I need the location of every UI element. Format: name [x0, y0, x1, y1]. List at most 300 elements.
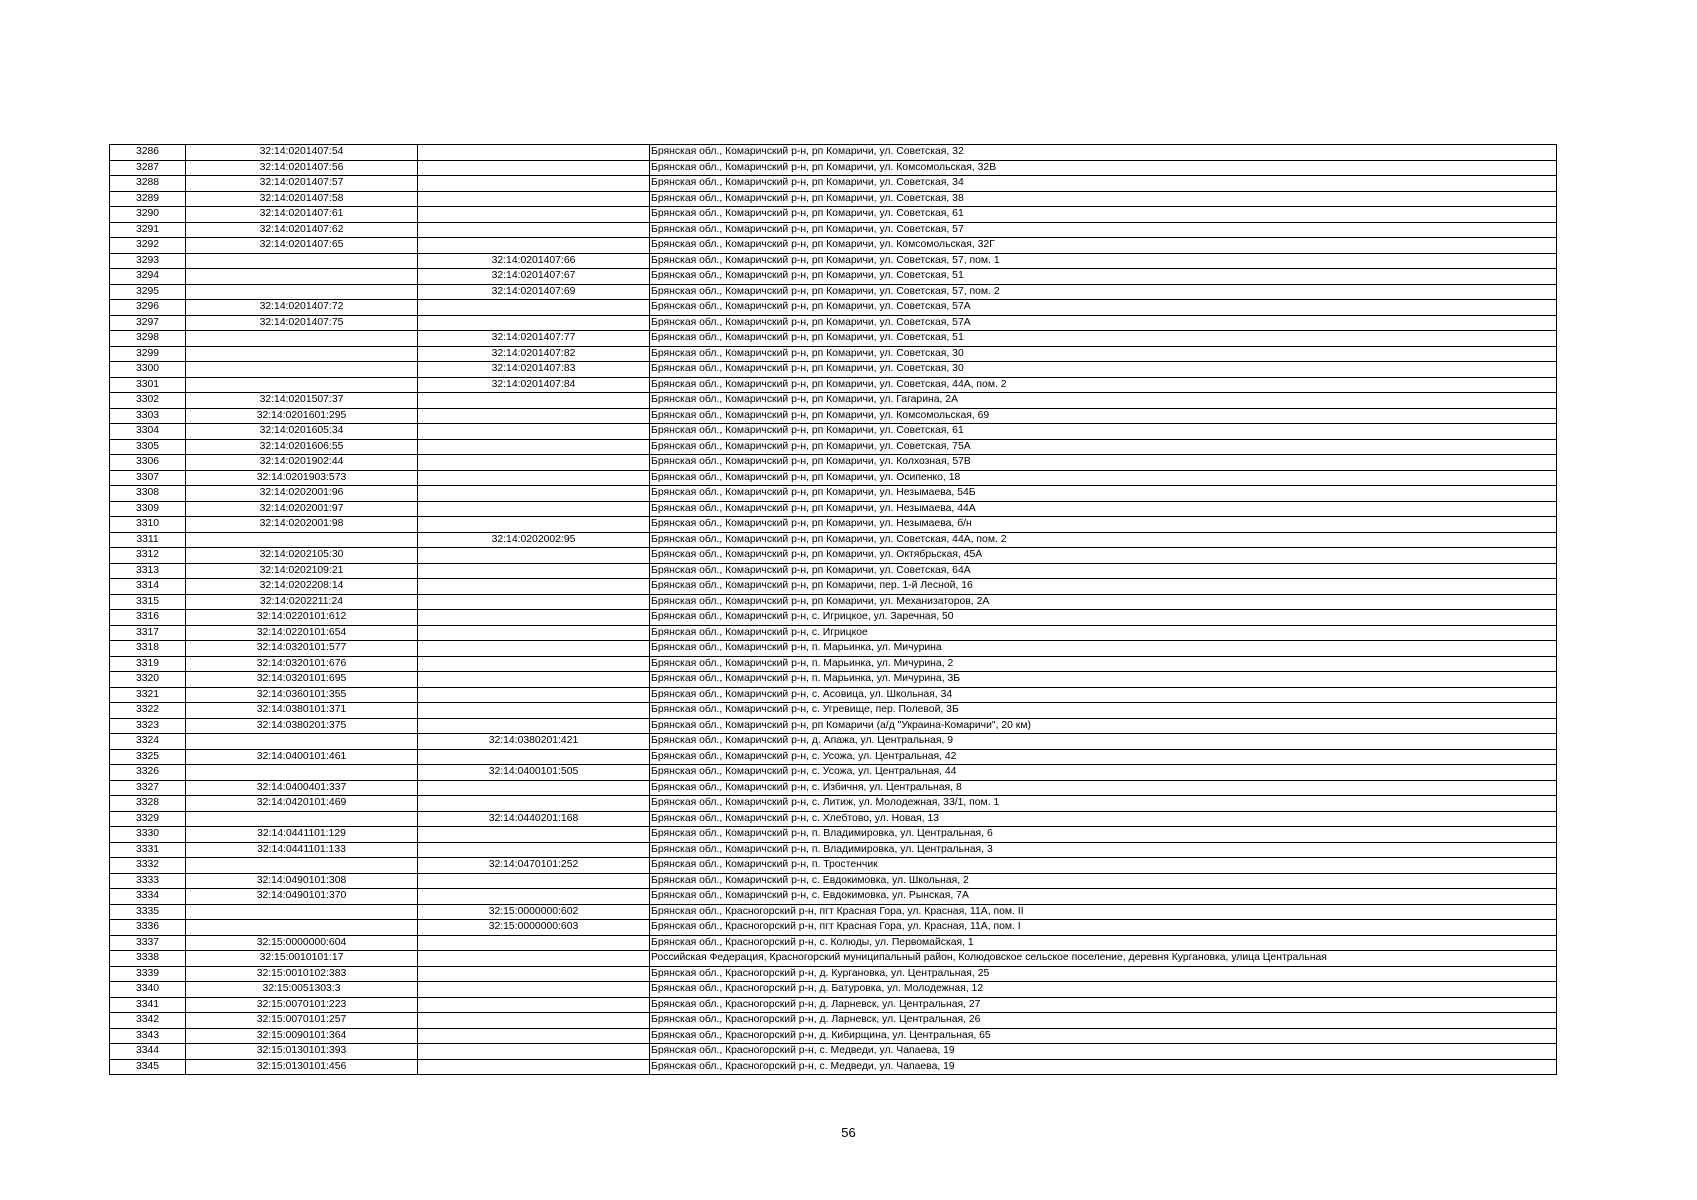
cadastral-number-cell [186, 269, 418, 285]
cadastral-number-secondary-cell [418, 749, 650, 765]
row-number-cell: 3307 [110, 470, 186, 486]
cadastral-number-cell: 32:15:0130101:456 [186, 1059, 418, 1075]
row-number-cell: 3312 [110, 548, 186, 564]
address-cell: Брянская обл., Комаричский р-н, с. Избичня, ул. Центральная, 8 [650, 780, 1557, 796]
cadastral-number-secondary-cell [418, 300, 650, 316]
row-number-cell: 3296 [110, 300, 186, 316]
row-number-cell: 3290 [110, 207, 186, 223]
address-cell: Российская Федерация, Красногорский муниципальный район, Колюдовское сельское поселение, деревня Кургановка, улица Центральная [650, 951, 1557, 967]
cadastral-number-secondary-cell [418, 951, 650, 967]
cadastral-number-secondary-cell: 32:15:0000000:603 [418, 920, 650, 936]
table-row [110, 904, 1557, 920]
address-cell: Брянская обл., Комаричский р-н, рп Комаричи, ул. Механизаторов, 2А [650, 594, 1557, 610]
address-cell: Брянская обл., Комаричский р-н, рп Комаричи, ул. Советская, 57, пом. 2 [650, 284, 1557, 300]
cadastral-number-secondary-cell [418, 935, 650, 951]
row-number-cell: 3337 [110, 935, 186, 951]
table-row [110, 176, 1557, 192]
address-cell: Брянская обл., Комаричский р-н, рп Комаричи, ул. Незымаева, 54Б [650, 486, 1557, 502]
table-row [110, 718, 1557, 734]
address-cell: Брянская обл., Комаричский р-н, рп Комаричи, ул. Советская, 57А [650, 300, 1557, 316]
cadastral-number-secondary-cell [418, 470, 650, 486]
address-cell: Брянская обл., Комаричский р-н, рп Комаричи, ул. Советская, 30 [650, 362, 1557, 378]
cadastral-number-cell: 32:14:0202105:30 [186, 548, 418, 564]
row-number-cell: 3338 [110, 951, 186, 967]
cadastral-number-cell: 32:15:0070101:257 [186, 1013, 418, 1029]
address-cell: Брянская обл., Комаричский р-н, рп Комаричи, ул. Советская, 44А, пом. 2 [650, 377, 1557, 393]
table-row [110, 765, 1557, 781]
table-row [110, 548, 1557, 564]
cadastral-number-cell: 32:14:0201407:57 [186, 176, 418, 192]
table-row [110, 687, 1557, 703]
cadastral-number-secondary-cell [418, 176, 650, 192]
cadastral-number-cell: 32:14:0201407:56 [186, 160, 418, 176]
table-row [110, 532, 1557, 548]
address-cell: Брянская обл., Комаричский р-н, рп Комаричи, ул. Октябрьская, 45А [650, 548, 1557, 564]
cadastral-number-secondary-cell [418, 625, 650, 641]
table-row [110, 408, 1557, 424]
address-cell: Брянская обл., Комаричский р-н, рп Комаричи, ул. Советская, 51 [650, 331, 1557, 347]
cadastral-number-cell: 32:15:0090101:364 [186, 1028, 418, 1044]
row-number-cell: 3341 [110, 997, 186, 1013]
address-cell: Брянская обл., Комаричский р-н, с. Угревище, пер. Полевой, 3Б [650, 703, 1557, 719]
cadastral-number-secondary-cell: 32:15:0000000:602 [418, 904, 650, 920]
row-number-cell: 3314 [110, 579, 186, 595]
table-row [110, 517, 1557, 533]
address-cell: Брянская обл., Комаричский р-н, рп Комаричи, ул. Советская, 44А, пом. 2 [650, 532, 1557, 548]
table-row [110, 749, 1557, 765]
row-number-cell: 3328 [110, 796, 186, 812]
row-number-cell: 3330 [110, 827, 186, 843]
cadastral-number-cell: 32:14:0201407:65 [186, 238, 418, 254]
cadastral-number-secondary-cell [418, 610, 650, 626]
row-number-cell: 3297 [110, 315, 186, 331]
cadastral-number-cell: 32:14:0220101:654 [186, 625, 418, 641]
cadastral-number-secondary-cell [418, 191, 650, 207]
cadastral-number-secondary-cell [418, 424, 650, 440]
cadastral-number-secondary-cell: 32:14:0440201:168 [418, 811, 650, 827]
address-cell: Брянская обл., Красногорский р-н, д. Кургановка, ул. Центральная, 25 [650, 966, 1557, 982]
row-number-cell: 3321 [110, 687, 186, 703]
row-number-cell: 3289 [110, 191, 186, 207]
cadastral-number-cell: 32:14:0490101:370 [186, 889, 418, 905]
cadastral-number-cell [186, 346, 418, 362]
row-number-cell: 3298 [110, 331, 186, 347]
address-cell: Брянская обл., Красногорский р-н, с. Медведи, ул. Чапаева, 19 [650, 1059, 1557, 1075]
cadastral-number-secondary-cell [418, 238, 650, 254]
table-row [110, 207, 1557, 223]
cadastral-number-secondary-cell [418, 842, 650, 858]
cadastral-number-cell: 32:14:0202001:96 [186, 486, 418, 502]
table-row [110, 253, 1557, 269]
cadastral-number-secondary-cell [418, 145, 650, 161]
cadastral-number-cell: 32:14:0201507:37 [186, 393, 418, 409]
page-number: 56 [841, 1125, 856, 1140]
address-cell: Брянская обл., Красногорский р-н, пгт Красная Гора, ул. Красная, 11А, пом. II [650, 904, 1557, 920]
address-cell: Брянская обл., Комаричский р-н, рп Комаричи, ул. Советская, 61 [650, 207, 1557, 223]
table-row [110, 145, 1557, 161]
cadastral-number-cell [186, 858, 418, 874]
cadastral-number-secondary-cell [418, 703, 650, 719]
address-cell: Брянская обл., Комаричский р-н, рп Комаричи, ул. Советская, 32 [650, 145, 1557, 161]
table-row [110, 1028, 1557, 1044]
cadastral-number-secondary-cell [418, 873, 650, 889]
row-number-cell: 3292 [110, 238, 186, 254]
row-number-cell: 3303 [110, 408, 186, 424]
cadastral-number-cell [186, 532, 418, 548]
table-row [110, 424, 1557, 440]
row-number-cell: 3308 [110, 486, 186, 502]
table-row [110, 997, 1557, 1013]
table-row [110, 796, 1557, 812]
address-cell: Брянская обл., Комаричский р-н, рп Комаричи, ул. Колхозная, 57В [650, 455, 1557, 471]
cadastral-number-cell: 32:14:0201601:295 [186, 408, 418, 424]
cadastral-number-cell: 32:14:0400401:337 [186, 780, 418, 796]
table-row [110, 625, 1557, 641]
address-cell: Брянская обл., Комаричский р-н, рп Комаричи, ул. Советская, 51 [650, 269, 1557, 285]
cadastral-number-secondary-cell: 32:14:0201407:84 [418, 377, 650, 393]
address-cell: Брянская обл., Комаричский р-н, с. Литиж, ул. Молодежная, 33/1, пом. 1 [650, 796, 1557, 812]
row-number-cell: 3306 [110, 455, 186, 471]
address-cell: Брянская обл., Красногорский р-н, д. Ларневск, ул. Центральная, 27 [650, 997, 1557, 1013]
address-cell: Брянская обл., Красногорский р-н, с. Колюды, ул. Первомайская, 1 [650, 935, 1557, 951]
cadastral-number-secondary-cell: 32:14:0201407:83 [418, 362, 650, 378]
address-cell: Брянская обл., Комаричский р-н, с. Игрицкое [650, 625, 1557, 641]
address-cell: Брянская обл., Комаричский р-н, с. Евдокимовка, ул. Школьная, 2 [650, 873, 1557, 889]
table-row [110, 656, 1557, 672]
cadastral-number-secondary-cell [418, 1044, 650, 1060]
cadastral-number-cell: 32:15:0010101:17 [186, 951, 418, 967]
address-cell: Брянская обл., Комаричский р-н, п. Владимировка, ул. Центральная, 3 [650, 842, 1557, 858]
cadastral-number-cell [186, 253, 418, 269]
address-cell: Брянская обл., Комаричский р-н, рп Комаричи, ул. Гагарина, 2А [650, 393, 1557, 409]
address-cell: Брянская обл., Комаричский р-н, п. Владимировка, ул. Центральная, 6 [650, 827, 1557, 843]
cadastral-number-cell: 32:14:0202001:98 [186, 517, 418, 533]
address-cell: Брянская обл., Комаричский р-н, рп Комаричи, ул. Осипенко, 18 [650, 470, 1557, 486]
cadastral-number-secondary-cell [418, 966, 650, 982]
row-number-cell: 3339 [110, 966, 186, 982]
table-row [110, 486, 1557, 502]
cadastral-number-cell [186, 377, 418, 393]
address-cell: Брянская обл., Комаричский р-н, п. Тростенчик [650, 858, 1557, 874]
table-row [110, 346, 1557, 362]
cadastral-number-secondary-cell [418, 827, 650, 843]
cadastral-number-cell: 32:14:0220101:612 [186, 610, 418, 626]
cadastral-number-secondary-cell: 32:14:0201407:77 [418, 331, 650, 347]
address-cell: Брянская обл., Красногорский р-н, д. Батуровка, ул. Молодежная, 12 [650, 982, 1557, 998]
table-row [110, 455, 1557, 471]
cadastral-number-secondary-cell [418, 455, 650, 471]
cadastral-number-cell [186, 362, 418, 378]
table-row [110, 439, 1557, 455]
row-number-cell: 3325 [110, 749, 186, 765]
cadastral-number-secondary-cell [418, 982, 650, 998]
row-number-cell: 3332 [110, 858, 186, 874]
row-number-cell: 3304 [110, 424, 186, 440]
row-number-cell: 3327 [110, 780, 186, 796]
cadastral-number-cell: 32:14:0201407:72 [186, 300, 418, 316]
cadastral-number-cell: 32:14:0441101:129 [186, 827, 418, 843]
cadastral-number-cell [186, 284, 418, 300]
row-number-cell: 3345 [110, 1059, 186, 1075]
table-row [110, 734, 1557, 750]
cadastral-number-secondary-cell: 32:14:0202002:95 [418, 532, 650, 548]
cadastral-number-secondary-cell [418, 594, 650, 610]
row-number-cell: 3311 [110, 532, 186, 548]
cadastral-number-secondary-cell: 32:14:0400101:505 [418, 765, 650, 781]
address-cell: Брянская обл., Комаричский р-н, рп Комаричи, ул. Советская, 57, пом. 1 [650, 253, 1557, 269]
table-row [110, 811, 1557, 827]
cadastral-number-cell: 32:14:0201605:34 [186, 424, 418, 440]
address-cell: Брянская обл., Комаричский р-н, с. Усожа, ул. Центральная, 42 [650, 749, 1557, 765]
row-number-cell: 3335 [110, 904, 186, 920]
row-number-cell: 3299 [110, 346, 186, 362]
row-number-cell: 3288 [110, 176, 186, 192]
address-cell: Брянская обл., Комаричский р-н, рп Комаричи, пер. 1-й Лесной, 16 [650, 579, 1557, 595]
cadastral-number-cell: 32:14:0201902:44 [186, 455, 418, 471]
address-cell: Брянская обл., Комаричский р-н, рп Комаричи, ул. Советская, 57А [650, 315, 1557, 331]
cadastral-number-cell: 32:14:0201606:55 [186, 439, 418, 455]
table-row [110, 160, 1557, 176]
cadastral-number-cell: 32:14:0420101:469 [186, 796, 418, 812]
table-row [110, 377, 1557, 393]
table-row [110, 300, 1557, 316]
cadastral-number-secondary-cell [418, 548, 650, 564]
cadastral-number-secondary-cell [418, 1013, 650, 1029]
row-number-cell: 3300 [110, 362, 186, 378]
cadastral-number-cell: 32:14:0201407:62 [186, 222, 418, 238]
cadastral-number-cell: 32:14:0320101:695 [186, 672, 418, 688]
address-cell: Брянская обл., Комаричский р-н, рп Комаричи, ул. Незымаева, 44А [650, 501, 1557, 517]
cadastral-number-secondary-cell [418, 1028, 650, 1044]
row-number-cell: 3287 [110, 160, 186, 176]
row-number-cell: 3309 [110, 501, 186, 517]
address-cell: Брянская обл., Красногорский р-н, д. Кибирщина, ул. Центральная, 65 [650, 1028, 1557, 1044]
address-cell: Брянская обл., Комаричский р-н, рп Комаричи, ул. Советская, 30 [650, 346, 1557, 362]
address-cell: Брянская обл., Красногорский р-н, пгт Красная Гора, ул. Красная, 11А, пом. I [650, 920, 1557, 936]
table-row [110, 470, 1557, 486]
table-row [110, 672, 1557, 688]
address-cell: Брянская обл., Комаричский р-н, рп Комаричи, ул. Советская, 38 [650, 191, 1557, 207]
table-row [110, 315, 1557, 331]
row-number-cell: 3324 [110, 734, 186, 750]
table-row [110, 362, 1557, 378]
cadastral-number-secondary-cell [418, 780, 650, 796]
address-cell: Брянская обл., Комаричский р-н, рп Комаричи (а/д "Украина-Комаричи", 20 км) [650, 718, 1557, 734]
address-cell: Брянская обл., Красногорский р-н, с. Медведи, ул. Чапаева, 19 [650, 1044, 1557, 1060]
cadastral-number-cell: 32:14:0201407:75 [186, 315, 418, 331]
cadastral-number-secondary-cell [418, 563, 650, 579]
table-row [110, 827, 1557, 843]
cadastral-number-cell: 32:15:0010102:383 [186, 966, 418, 982]
table-row [110, 780, 1557, 796]
table-row [110, 982, 1557, 998]
address-cell: Брянская обл., Комаричский р-н, с. Усожа, ул. Центральная, 44 [650, 765, 1557, 781]
row-number-cell: 3344 [110, 1044, 186, 1060]
cadastral-number-secondary-cell [418, 315, 650, 331]
address-cell: Брянская обл., Комаричский р-н, рп Комаричи, ул. Комсомольская, 32Г [650, 238, 1557, 254]
cadastral-number-secondary-cell [418, 501, 650, 517]
address-cell: Брянская обл., Комаричский р-н, рп Комаричи, ул. Советская, 57 [650, 222, 1557, 238]
cadastral-number-secondary-cell [418, 641, 650, 657]
cadastral-number-cell: 32:14:0400101:461 [186, 749, 418, 765]
cadastral-number-secondary-cell [418, 222, 650, 238]
cadastral-number-secondary-cell [418, 1059, 650, 1075]
cadastral-number-cell: 32:14:0380101:371 [186, 703, 418, 719]
row-number-cell: 3322 [110, 703, 186, 719]
registry-table [109, 144, 1557, 1075]
address-cell: Брянская обл., Комаричский р-н, п. Марьинка, ул. Мичурина [650, 641, 1557, 657]
address-cell: Брянская обл., Комаричский р-н, п. Марьинка, ул. Мичурина, 3Б [650, 672, 1557, 688]
row-number-cell: 3318 [110, 641, 186, 657]
cadastral-number-cell: 32:14:0320101:577 [186, 641, 418, 657]
row-number-cell: 3313 [110, 563, 186, 579]
table-row [110, 1013, 1557, 1029]
row-number-cell: 3343 [110, 1028, 186, 1044]
cadastral-number-cell [186, 920, 418, 936]
table-row [110, 1059, 1557, 1075]
cadastral-number-secondary-cell [418, 486, 650, 502]
table-row [110, 284, 1557, 300]
row-number-cell: 3315 [110, 594, 186, 610]
cadastral-number-secondary-cell [418, 656, 650, 672]
cadastral-number-secondary-cell [418, 579, 650, 595]
address-cell: Брянская обл., Комаричский р-н, д. Апажа, ул. Центральная, 9 [650, 734, 1557, 750]
address-cell: Брянская обл., Комаричский р-н, п. Марьинка, ул. Мичурина, 2 [650, 656, 1557, 672]
cadastral-number-secondary-cell [418, 393, 650, 409]
row-number-cell: 3331 [110, 842, 186, 858]
cadastral-number-secondary-cell [418, 207, 650, 223]
address-cell: Брянская обл., Комаричский р-н, рп Комаричи, ул. Комсомольская, 69 [650, 408, 1557, 424]
row-number-cell: 3340 [110, 982, 186, 998]
table-row [110, 501, 1557, 517]
table-row [110, 703, 1557, 719]
row-number-cell: 3342 [110, 1013, 186, 1029]
cadastral-number-secondary-cell: 32:14:0201407:82 [418, 346, 650, 362]
row-number-cell: 3334 [110, 889, 186, 905]
table-row [110, 238, 1557, 254]
table-row [110, 393, 1557, 409]
address-cell: Брянская обл., Комаричский р-н, рп Комаричи, ул. Советская, 61 [650, 424, 1557, 440]
cadastral-number-cell: 32:14:0202109:21 [186, 563, 418, 579]
table-row [110, 951, 1557, 967]
row-number-cell: 3317 [110, 625, 186, 641]
cadastral-number-cell: 32:14:0201407:58 [186, 191, 418, 207]
cadastral-number-secondary-cell [418, 718, 650, 734]
cadastral-number-secondary-cell: 32:14:0201407:69 [418, 284, 650, 300]
row-number-cell: 3291 [110, 222, 186, 238]
table-row [110, 1044, 1557, 1060]
table-row [110, 966, 1557, 982]
cadastral-number-secondary-cell [418, 408, 650, 424]
row-number-cell: 3329 [110, 811, 186, 827]
cadastral-number-cell: 32:15:0000000:604 [186, 935, 418, 951]
table-row [110, 269, 1557, 285]
address-cell: Брянская обл., Комаричский р-н, рп Комаричи, ул. Советская, 34 [650, 176, 1557, 192]
cadastral-number-cell: 32:14:0380201:375 [186, 718, 418, 734]
cadastral-number-cell [186, 765, 418, 781]
row-number-cell: 3310 [110, 517, 186, 533]
cadastral-number-cell: 32:14:0320101:676 [186, 656, 418, 672]
row-number-cell: 3301 [110, 377, 186, 393]
cadastral-number-cell [186, 331, 418, 347]
table-row [110, 222, 1557, 238]
address-cell: Брянская обл., Комаричский р-н, с. Евдокимовка, ул. Рынская, 7А [650, 889, 1557, 905]
cadastral-number-secondary-cell [418, 160, 650, 176]
table-row [110, 594, 1557, 610]
cadastral-number-cell: 32:14:0202208:14 [186, 579, 418, 595]
cadastral-number-secondary-cell [418, 439, 650, 455]
registry-table-body [110, 145, 1557, 1075]
table-row [110, 579, 1557, 595]
cadastral-number-secondary-cell: 32:14:0470101:252 [418, 858, 650, 874]
row-number-cell: 3302 [110, 393, 186, 409]
cadastral-number-cell: 32:14:0202211:24 [186, 594, 418, 610]
cadastral-number-cell [186, 811, 418, 827]
cadastral-number-cell: 32:14:0360101:355 [186, 687, 418, 703]
address-cell: Брянская обл., Красногорский р-н, д. Ларневск, ул. Центральная, 26 [650, 1013, 1557, 1029]
table-row [110, 641, 1557, 657]
address-cell: Брянская обл., Комаричский р-н, рп Комаричи, ул. Советская, 64А [650, 563, 1557, 579]
cadastral-number-secondary-cell: 32:14:0201407:67 [418, 269, 650, 285]
row-number-cell: 3320 [110, 672, 186, 688]
table-row [110, 610, 1557, 626]
address-cell: Брянская обл., Комаричский р-н, с. Асовица, ул. Школьная, 34 [650, 687, 1557, 703]
cadastral-number-cell: 32:15:0130101:393 [186, 1044, 418, 1060]
address-cell: Брянская обл., Комаричский р-н, с. Хлебтово, ул. Новая, 13 [650, 811, 1557, 827]
address-cell: Брянская обл., Комаричский р-н, рп Комаричи, ул. Незымаева, б/н [650, 517, 1557, 533]
row-number-cell: 3295 [110, 284, 186, 300]
row-number-cell: 3286 [110, 145, 186, 161]
table-row [110, 331, 1557, 347]
row-number-cell: 3326 [110, 765, 186, 781]
address-cell: Брянская обл., Комаричский р-н, рп Комаричи, ул. Советская, 75А [650, 439, 1557, 455]
cadastral-number-secondary-cell [418, 672, 650, 688]
cadastral-number-cell: 32:14:0201407:61 [186, 207, 418, 223]
cadastral-number-cell: 32:14:0201407:54 [186, 145, 418, 161]
row-number-cell: 3319 [110, 656, 186, 672]
cadastral-number-cell [186, 734, 418, 750]
cadastral-number-cell: 32:15:0070101:223 [186, 997, 418, 1013]
row-number-cell: 3305 [110, 439, 186, 455]
table-row [110, 842, 1557, 858]
cadastral-number-secondary-cell [418, 997, 650, 1013]
row-number-cell: 3316 [110, 610, 186, 626]
row-number-cell: 3294 [110, 269, 186, 285]
cadastral-number-cell: 32:14:0490101:308 [186, 873, 418, 889]
table-row [110, 563, 1557, 579]
table-row [110, 889, 1557, 905]
row-number-cell: 3323 [110, 718, 186, 734]
cadastral-number-secondary-cell [418, 889, 650, 905]
table-row [110, 935, 1557, 951]
table-row [110, 191, 1557, 207]
row-number-cell: 3336 [110, 920, 186, 936]
cadastral-number-secondary-cell: 32:14:0380201:421 [418, 734, 650, 750]
cadastral-number-cell: 32:14:0202001:97 [186, 501, 418, 517]
address-cell: Брянская обл., Комаричский р-н, с. Игрицкое, ул. Заречная, 50 [650, 610, 1557, 626]
table-row [110, 920, 1557, 936]
cadastral-number-cell: 32:15:0051303:3 [186, 982, 418, 998]
cadastral-number-secondary-cell: 32:14:0201407:66 [418, 253, 650, 269]
cadastral-number-cell: 32:14:0441101:133 [186, 842, 418, 858]
cadastral-number-secondary-cell [418, 687, 650, 703]
row-number-cell: 3293 [110, 253, 186, 269]
cadastral-number-cell: 32:14:0201903:573 [186, 470, 418, 486]
table-row [110, 873, 1557, 889]
cadastral-number-cell [186, 904, 418, 920]
cadastral-number-secondary-cell [418, 796, 650, 812]
table-row [110, 858, 1557, 874]
